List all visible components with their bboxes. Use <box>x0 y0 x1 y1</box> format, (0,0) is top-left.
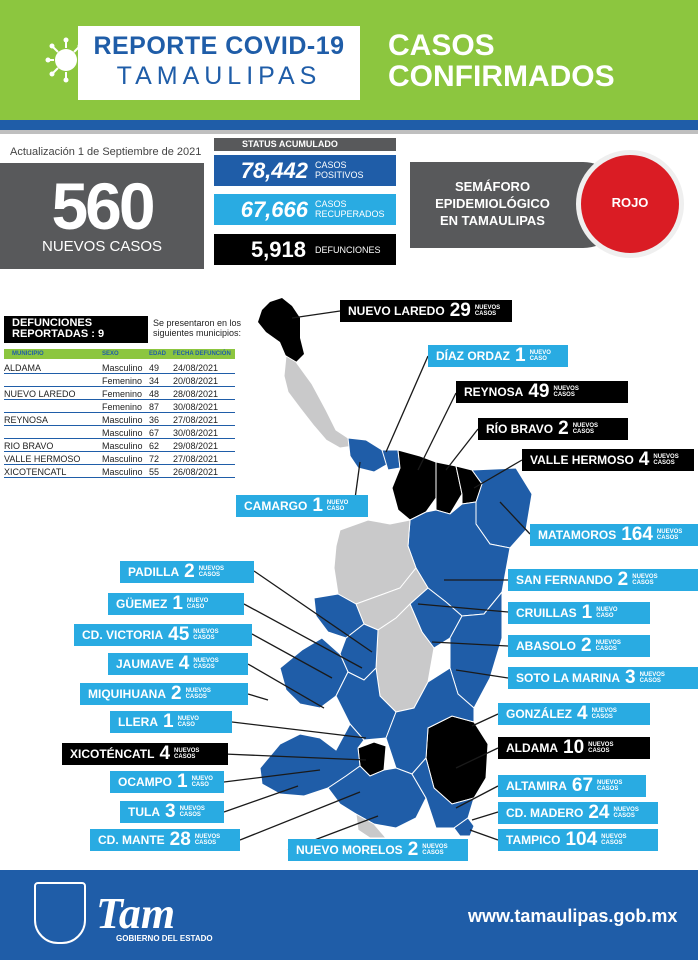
cases-note: NUEVOS CASOS <box>653 454 679 466</box>
update-date: Actualización 1 de Septiembre de 2021 <box>10 146 202 158</box>
municipality-cases: 49 <box>528 381 550 402</box>
cases-note: NUEVO CASO <box>529 350 551 362</box>
cell-sexo: Femenino <box>102 402 143 412</box>
cell-fecha: 30/08/2021 <box>173 402 219 412</box>
label-xicoténcatl <box>62 743 228 765</box>
header-stripe <box>0 120 698 130</box>
cell-fecha: 27/08/2021 <box>173 454 219 464</box>
municipality-cases: 4 <box>159 743 171 764</box>
map-region-north-gray <box>284 356 354 448</box>
label-río-bravo <box>478 418 628 440</box>
municipality-cases: 2 <box>581 635 592 656</box>
table-row <box>4 362 235 374</box>
cases-note: NUEVOS CASOS <box>613 807 639 819</box>
cell-fecha: 27/08/2021 <box>173 415 219 425</box>
cases-note: NUEVOS CASOS <box>588 742 614 754</box>
municipality-name: JAUMAVE <box>116 657 174 671</box>
cases-note: NUEVOS CASOS <box>174 748 200 760</box>
cases-note: NUEVOS CASOS <box>185 688 211 700</box>
map-region-camargo <box>348 438 388 472</box>
municipality-name: SAN FERNANDO <box>516 573 613 587</box>
label-cd-mante <box>90 829 240 851</box>
deaths-title-line1: DEFUNCIONES <box>12 317 93 329</box>
label-ocampo <box>110 771 224 793</box>
heading-line1: CASOS <box>388 29 495 62</box>
positive-cases-label <box>315 160 395 180</box>
cases-note: NUEVOS CASOS <box>595 640 621 652</box>
municipality-cases: 2 <box>558 418 569 439</box>
label-díaz-ordaz <box>428 345 568 367</box>
municipality-name: CRUILLAS <box>516 606 577 620</box>
label-llera <box>110 711 232 733</box>
cell-municipio: ALDAMA <box>4 363 42 373</box>
col-sexo: SEXO <box>102 351 119 357</box>
municipality-name: PADILLA <box>128 565 180 579</box>
label-soto-la-marina <box>508 667 698 689</box>
cell-sexo: Masculino <box>102 363 143 373</box>
status-header: STATUS ACUMULADO <box>214 138 396 151</box>
cell-municipio: NUEVO LAREDO <box>4 389 76 399</box>
municipality-name: TAMPICO <box>506 833 561 847</box>
municipality-cases: 4 <box>638 449 650 470</box>
municipality-cases: 24 <box>588 802 610 823</box>
cell-municipio: RIO BRAVO <box>4 441 54 451</box>
col-municipio: MUNICIPIO <box>12 351 44 357</box>
new-cases-value: 560 <box>51 169 153 243</box>
cases-note: NUEVOS CASOS <box>656 529 683 541</box>
municipality-cases: 164 <box>621 524 653 545</box>
municipality-cases: 67 <box>571 775 594 796</box>
deaths-note: Se presentaron en los siguientes municipios: <box>153 318 242 338</box>
positive-cases-row <box>214 155 396 186</box>
deaths-value: 5,918 <box>250 237 306 262</box>
municipality-cases: 2 <box>184 561 195 582</box>
casos-confirmados-heading <box>388 30 615 92</box>
tamaulipas-map <box>240 298 540 838</box>
label-san-fernando <box>508 569 698 591</box>
deaths-row <box>214 234 396 265</box>
municipality-cases: 28 <box>169 829 191 850</box>
municipality-cases: 45 <box>168 624 190 645</box>
deaths-table-title <box>4 316 148 343</box>
positive-label-2: POSITIVOS <box>315 170 364 180</box>
semaforo-status: ROJO <box>611 195 649 210</box>
label-gonzález <box>498 703 650 725</box>
table-row <box>4 401 235 413</box>
cell-edad: 49 <box>149 363 160 373</box>
table-row <box>4 414 235 426</box>
map-region-nuevo-laredo <box>258 298 304 362</box>
deaths-label: DEFUNCIONES <box>315 245 381 255</box>
cases-note: NUEVOS CASOS <box>194 834 221 846</box>
cases-note: NUEVOS CASOS <box>193 629 219 641</box>
label-reynosa <box>456 381 628 403</box>
cases-note: NUEVOS CASOS <box>474 305 501 317</box>
table-row <box>4 375 235 387</box>
cases-note: NUEVOS CASOS <box>591 708 617 720</box>
municipality-name: MIQUIHUANA <box>88 687 166 701</box>
cases-note: NUEVOS CASOS <box>597 780 623 792</box>
municipality-name: SOTO LA MARINA <box>516 671 620 685</box>
municipality-cases: 2 <box>171 683 182 704</box>
municipality-name: XICOTÉNCATL <box>70 747 155 761</box>
semaforo-text <box>410 178 575 229</box>
cell-fecha: 28/08/2021 <box>173 389 219 399</box>
municipality-cases: 1 <box>312 495 323 516</box>
municipality-name: CAMARGO <box>244 499 308 513</box>
municipality-name: CD. VICTORIA <box>82 628 164 642</box>
cell-edad: 36 <box>149 415 160 425</box>
deaths-table-header <box>4 349 235 359</box>
municipality-name: MATAMOROS <box>538 528 617 542</box>
cell-sexo: Masculino <box>102 454 143 464</box>
cases-note: NUEVOS CASOS <box>601 834 627 846</box>
col-edad: EDAD <box>149 351 167 357</box>
header-stripe-gray <box>0 130 698 134</box>
municipality-cases: 10 <box>563 737 585 758</box>
municipality-name: RÍO BRAVO <box>486 422 554 436</box>
cases-note: NUEVOS CASOS <box>632 574 658 586</box>
gobierno-label: GOBIERNO DEL ESTADO <box>116 934 213 943</box>
municipality-name: CD. MANTE <box>98 833 165 847</box>
municipality-cases: 1 <box>177 771 188 792</box>
label-güemez <box>108 593 244 615</box>
cell-fecha: 24/08/2021 <box>173 363 219 373</box>
label-valle-hermoso <box>522 449 694 471</box>
cases-note: NUEVOS CASOS <box>179 806 205 818</box>
municipality-name: OCAMPO <box>118 775 172 789</box>
municipality-cases: 2 <box>407 839 419 860</box>
cell-sexo: Masculino <box>102 428 143 438</box>
report-title: REPORTE COVID-19 <box>93 32 345 60</box>
cell-edad: 72 <box>149 454 160 464</box>
label-tampico <box>498 829 658 851</box>
cell-sexo: Masculino <box>102 441 143 451</box>
cell-municipio: REYNOSA <box>4 415 49 425</box>
deaths-title-line2: REPORTADAS : 9 <box>12 328 105 340</box>
cases-note: NUEVO CASO <box>191 776 213 788</box>
label-nuevo-laredo <box>340 300 512 322</box>
recovered-row <box>214 194 396 225</box>
heading-line2: CONFIRMADOS <box>388 60 615 93</box>
cell-edad: 62 <box>149 441 160 451</box>
cell-municipio: XICOTENCATL <box>4 467 67 477</box>
municipality-name: ABASOLO <box>516 639 576 653</box>
municipality-name: LLERA <box>118 715 158 729</box>
cases-note: NUEVOS CASOS <box>193 658 219 670</box>
municipality-cases: 104 <box>565 829 598 850</box>
semaforo-line1: SEMÁFORO <box>454 179 531 194</box>
cell-fecha: 29/08/2021 <box>173 441 219 451</box>
municipality-name: GÜEMEZ <box>116 597 168 611</box>
cases-note: NUEVOS CASOS <box>553 386 579 398</box>
municipality-name: NUEVO LAREDO <box>348 304 445 318</box>
municipality-name: NUEVO MORELOS <box>296 843 403 857</box>
cell-sexo: Masculino <box>102 415 143 425</box>
cell-sexo: Femenino <box>102 376 143 386</box>
cell-edad: 87 <box>149 402 160 412</box>
cell-municipio: VALLE HERMOSO <box>4 454 81 464</box>
municipality-name: ALTAMIRA <box>506 779 567 793</box>
cases-note: NUEVOS CASOS <box>422 844 448 856</box>
municipality-name: DÍAZ ORDAZ <box>436 349 510 363</box>
semaforo-line2: EPIDEMIOLÓGICO <box>435 196 550 211</box>
label-miquihuana <box>80 683 248 705</box>
cases-note: NUEVO CASO <box>177 716 199 728</box>
municipality-name: TULA <box>128 805 160 819</box>
website-link[interactable]: www.tamaulipas.gob.mx <box>468 906 678 926</box>
recovered-label <box>315 199 395 219</box>
municipality-cases: 1 <box>581 602 593 623</box>
map-region-diaz-ordaz <box>382 450 400 470</box>
municipality-cases: 4 <box>577 703 588 724</box>
state-crest <box>34 882 86 944</box>
cases-note: NUEVO CASO <box>186 598 209 610</box>
municipality-name: REYNOSA <box>464 385 524 399</box>
cell-edad: 67 <box>149 428 160 438</box>
cell-edad: 34 <box>149 376 160 386</box>
cases-note: NUEVOS CASOS <box>198 566 225 578</box>
municipality-name: VALLE HERMOSO <box>530 453 634 467</box>
label-cruillas <box>508 602 650 624</box>
municipality-name: GONZÁLEZ <box>506 707 572 721</box>
label-nuevo-morelos <box>288 839 468 861</box>
semaforo-line3: EN TAMAULIPAS <box>440 213 545 228</box>
label-camargo <box>236 495 368 517</box>
label-jaumave <box>108 653 248 675</box>
cases-note: NUEVO CASO <box>596 607 618 619</box>
label-cd-victoria <box>74 624 252 646</box>
municipality-cases: 3 <box>625 667 636 688</box>
label-abasolo <box>508 635 650 657</box>
cell-edad: 48 <box>149 389 160 399</box>
municipality-cases: 1 <box>163 711 174 732</box>
municipality-cases: 29 <box>449 300 471 321</box>
cell-edad: 55 <box>149 467 160 477</box>
cell-fecha: 26/08/2021 <box>173 467 219 477</box>
recovered-label-1: CASOS <box>315 199 347 209</box>
cases-note: NUEVOS CASOS <box>572 423 599 435</box>
table-row <box>4 466 235 478</box>
label-altamira <box>498 775 646 797</box>
cell-fecha: 20/08/2021 <box>173 376 219 386</box>
label-padilla <box>120 561 254 583</box>
municipality-cases: 4 <box>178 653 190 674</box>
cell-fecha: 30/08/2021 <box>173 428 219 438</box>
positive-label-1: CASOS <box>315 160 347 170</box>
label-tula <box>120 801 224 823</box>
municipality-cases: 3 <box>165 801 176 822</box>
label-cd-madero <box>498 802 658 824</box>
report-subtitle: TAMAULIPAS <box>116 62 322 90</box>
label-matamoros <box>530 524 698 546</box>
cell-sexo: Femenino <box>102 389 143 399</box>
cell-sexo: Masculino <box>102 467 143 477</box>
table-row <box>4 388 235 400</box>
positive-cases-value: 78,442 <box>240 158 308 183</box>
municipality-cases: 2 <box>617 569 629 590</box>
recovered-value: 67,666 <box>240 197 308 222</box>
municipality-name: CD. MADERO <box>506 806 584 820</box>
new-cases-label: NUEVOS CASOS <box>41 238 163 255</box>
municipality-cases: 1 <box>515 345 526 366</box>
tam-logo: Tam <box>96 889 176 938</box>
cases-note: NUEVO CASO <box>326 500 349 512</box>
table-row <box>4 440 235 452</box>
table-row <box>4 427 235 439</box>
label-aldama <box>498 737 650 759</box>
table-row <box>4 453 235 465</box>
recovered-label-2: RECUPERADOS <box>315 209 385 219</box>
municipality-cases: 1 <box>172 593 183 614</box>
municipality-name: ALDAMA <box>506 741 558 755</box>
col-fecha: FECHA DEFUNCIÓN <box>173 351 231 357</box>
cases-note: NUEVOS CASOS <box>639 672 665 684</box>
